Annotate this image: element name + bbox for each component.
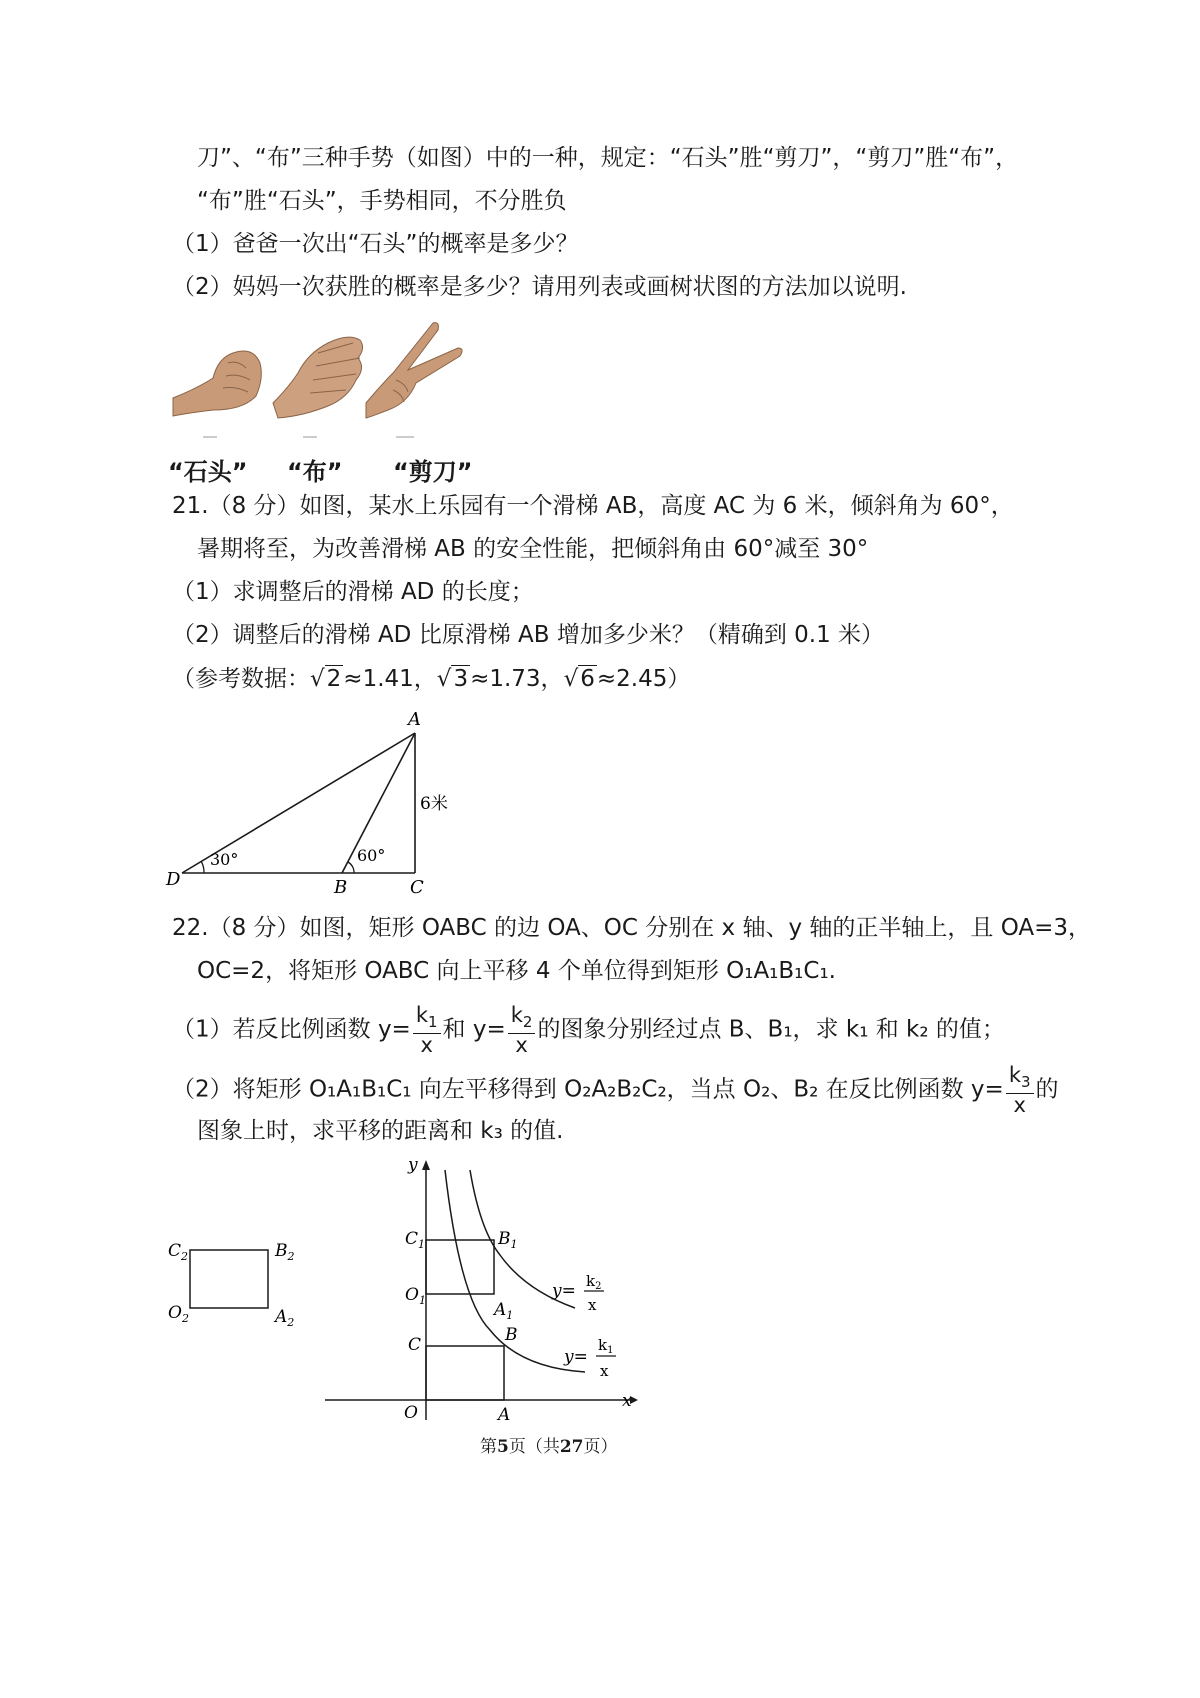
angle-arc-b [348,862,354,873]
label-angle-d: 30° [210,850,239,869]
curve-label-k1 [563,1336,616,1380]
label-a1: $A_1$ [494,1300,514,1322]
label-a2: $A_2$ [275,1307,295,1329]
label-a: A [498,1405,511,1425]
svg-text:y=: y= [552,1281,576,1301]
page-footer: 第5页（共27页） [480,1437,618,1457]
label-b: B [334,877,348,895]
svg-text:k1: $k_1$ [598,1336,614,1356]
angle-arc-d [201,861,204,873]
q21-part2: （2）调整后的滑梯 AD 比原滑梯 AB 增加多少米？（精确到 0.1 米） [172,622,885,648]
q20-part1: （1）爸爸一次出“石头”的概率是多少？ [172,231,579,257]
q20-part2: （2）妈妈一次获胜的概率是多少？请用列表或画树状图的方法加以说明. [172,274,907,300]
svg-text:k2: $k_2$ [586,1272,602,1292]
label-a: A [408,709,421,730]
caption-rock: “石头” [168,458,248,486]
q21-line2: 暑期将至，为改善滑梯 AB 的安全性能，把倾斜角由 60°减至 30° [197,536,869,562]
q20-line1: 刀”、“布”三种手势（如图）中的一种，规定：“石头”胜“剪刀”，“剪刀”胜“布”， [197,145,1019,171]
rock-hand-icon [173,351,261,416]
label-x-axis: x [622,1391,632,1411]
rect-oabc [426,1346,504,1400]
q22-part1: （1）若反比例函数 y= $\frac{k_1}{x}$ 和 y= $\frac{k_2}{x}$ 的图象分别经过点 B、B₁，求 k₁ 和 k₂ 的值； [172,1003,1005,1057]
caption-paper: “布” [287,458,343,486]
caption-scissors: “剪刀” [393,458,473,486]
q22-line2: OC=2，将矩形 OABC 向上平移 4 个单位得到矩形 O₁A₁B₁C₁. [197,958,836,984]
label-c2: $C_2$ [168,1241,189,1263]
rect-o1a1b1c1 [426,1240,494,1294]
scissors-hand-icon [366,323,462,418]
q22-part2: （2）将矩形 O₁A₁B₁C₁ 向左平移得到 O₂A₂B₂C₂，当点 O₂、B₂ 在反比例函数 y= $\frac{k_3}{x}$ 的 [172,1063,1059,1117]
label-y-axis: y [408,1155,418,1175]
label-c: C [408,1335,422,1355]
svg-text:y=: y= [564,1347,588,1367]
rectangle-hyperbola-figure [160,1150,660,1430]
label-height: 6米 [420,794,448,814]
slide-triangle-figure [160,705,460,895]
hand-gestures-image [168,318,468,443]
q20-line2: “布”胜“石头”，手势相同，不分胜负 [197,188,567,214]
svg-text:x: x [588,1296,597,1314]
label-c1: $C_1$ [405,1229,426,1251]
q22-line1: 22.（8 分）如图，矩形 OABC 的边 OA、OC 分别在 x 轴、y 轴的正半轴上，且 OA=3， [172,915,1092,941]
label-o: O [404,1403,418,1423]
label-d: D [166,869,181,890]
q21-part1: （1）求调整后的滑梯 AD 的长度； [172,579,534,605]
svg-text:x: x [600,1362,609,1380]
q21-line1: 21.（8 分）如图，某水上乐园有一个滑梯 AB，高度 AC 为 6 米，倾斜角为 60°， [172,493,1014,519]
q22-part2-line2: 图象上时，求平移的距离和 k₃ 的值. [197,1118,564,1144]
label-o1: $O_1$ [405,1285,426,1307]
label-c: C [410,877,424,895]
label-o2: $O_2$ [168,1303,189,1325]
label-b1: $B_1$ [498,1229,518,1251]
rect-o2a2b2c2 [190,1250,268,1308]
label-b: B [505,1325,518,1345]
curve-label-k2 [551,1272,604,1314]
label-angle-b: 60° [357,846,386,865]
label-b2: $B_2$ [275,1241,295,1263]
y-axis-arrow-icon [422,1160,430,1170]
paper-hand-icon [273,337,363,418]
q21-reference-data: （参考数据：√2≈1.41，√3≈1.73，√6≈2.45） [172,666,691,692]
